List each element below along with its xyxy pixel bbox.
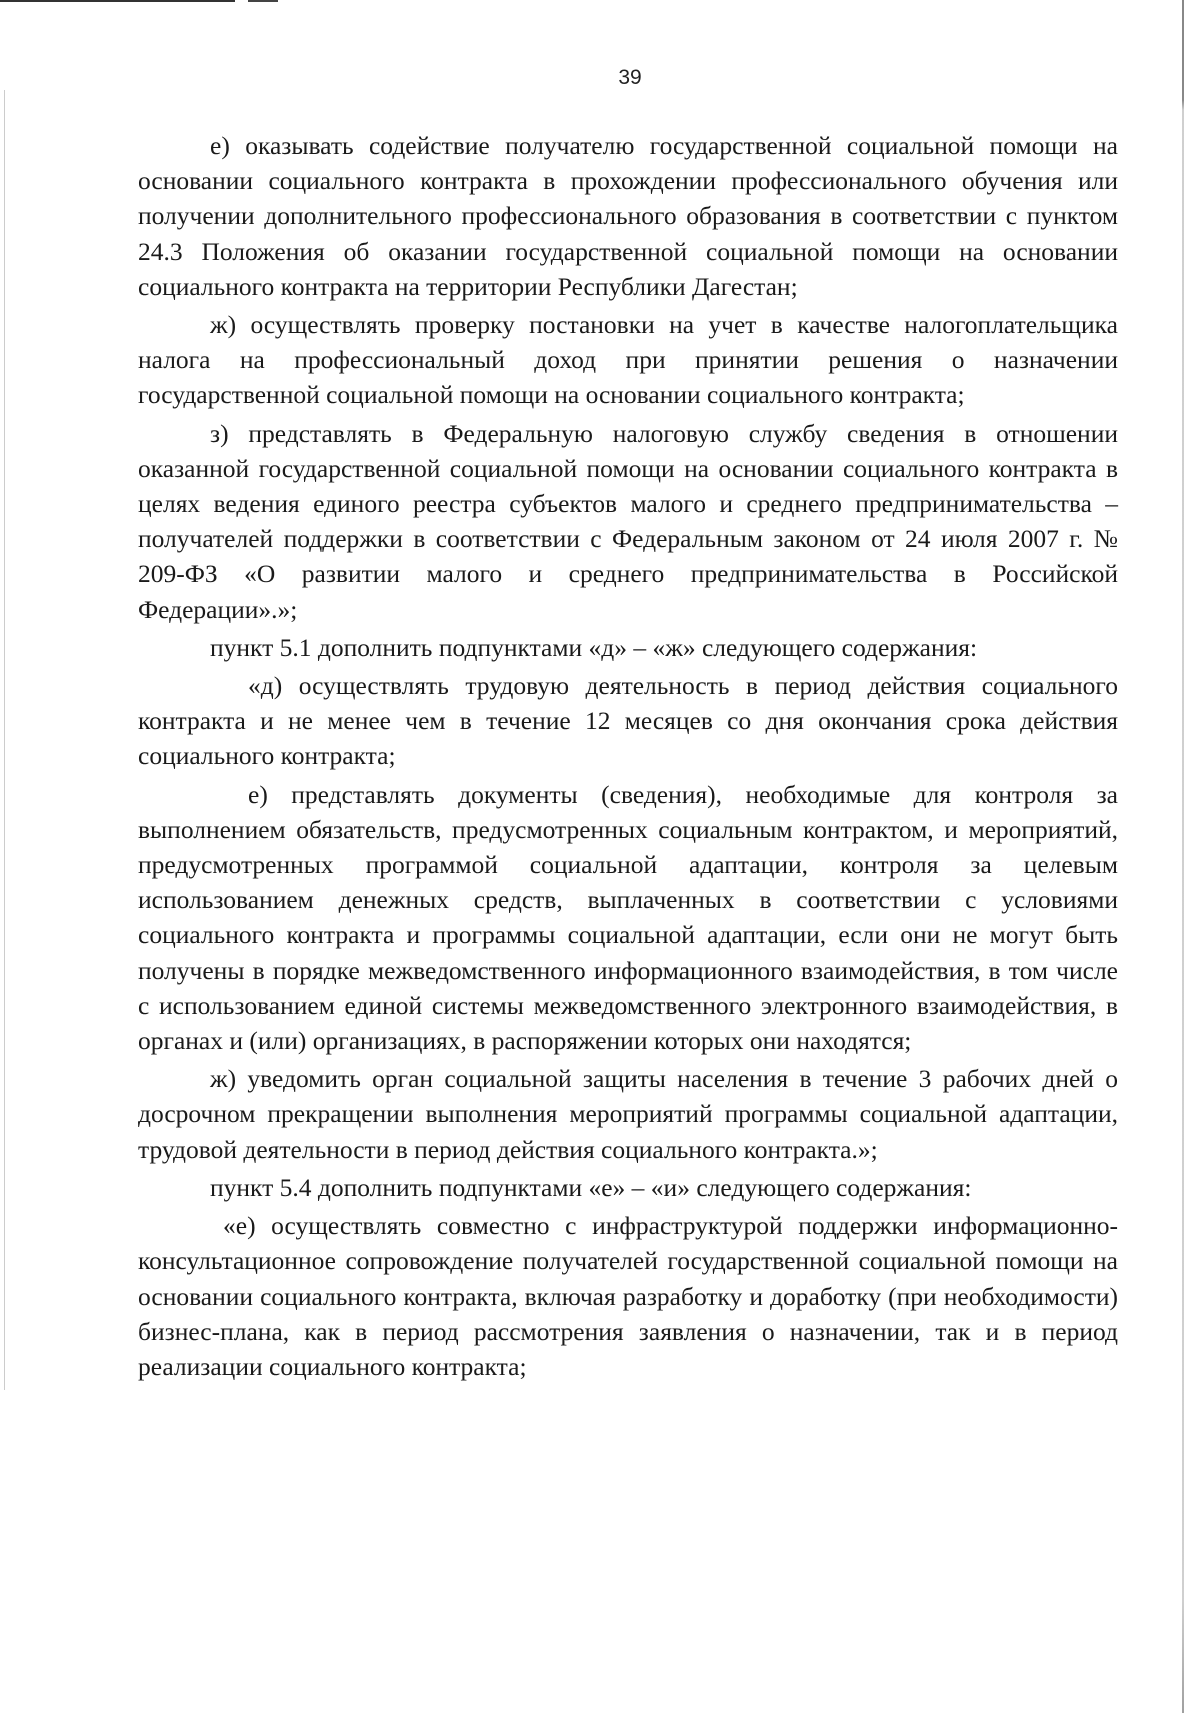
paragraph-d: «д) осуществлять трудовую деятельность в период действия социального контракта и не менее чем в течение 12 месяцев со дня окончания срока действия социального контракта; bbox=[138, 671, 1118, 771]
paragraph-zh: ж) осуществлять проверку постановки на учет в качестве налогоплательщика налога на профессиональный доход при принятии решения о назначении государственной социальной помощи на основании социального контракта; bbox=[138, 310, 1118, 410]
paragraph-zh-2: ж) уведомить орган социальной защиты населения в течение 3 рабочих дней о досрочном прекращении выполнения мероприятий программы социальной адаптации, трудовой деятельности в период действия социального контракта.»; bbox=[138, 1064, 1118, 1164]
paragraph-e: е) оказывать содействие получателю государственной социальной помощи на основании социального контракта в прохождении профессионального обучения или получении дополнительного профессионального образования в соответствии с пунктом 24.3 Положения об оказании государственной социальной помощи на основании социального контракта на территории Республики Дагестан; bbox=[138, 131, 1118, 301]
scan-artifact-edge bbox=[1182, 0, 1184, 1713]
scan-artifact-line bbox=[0, 0, 235, 2]
document-body bbox=[138, 128, 1118, 1384]
scan-artifact-line bbox=[248, 0, 278, 2]
paragraph-z: з) представлять в Федеральную налоговую службу сведения в отношении оказанной государственной социальной помощи на основании социального контракта в целях ведения единого реестра субъектов малого и среднего предпринимательства – получателей поддержки в соответствии с Федеральным законом от 24 июля 2007 г. № 209-ФЗ «О развитии малого и среднего предпринимательства в Российской Федерации».»; bbox=[138, 418, 1118, 624]
paragraph-point-5-1: пункт 5.1 дополнить подпунктами «д» – «ж» следующего содержания: bbox=[210, 632, 978, 662]
page-number: 39 bbox=[618, 66, 642, 89]
paragraph-e-3: «е) осуществлять совместно с инфраструктурой поддержки информационно-консультационное сопровождение получателей государственной социальной помощи на основании социального контракта, включая разработку и доработку (при необходимости) бизнес-плана, как в период рассмотрения заявления о назначении, так и в период реализации социального контракта; bbox=[138, 1211, 1118, 1381]
paragraph-point-5-4: пункт 5.4 дополнить подпунктами «е» – «и» следующего содержания: bbox=[210, 1172, 972, 1202]
paragraph-e-2: е) представлять документы (сведения), необходимые для контроля за выполнением обязательств, предусмотренных социальным контрактом, и мероприятий, предусмотренных программой социальной адаптации, контроля за целевым использованием денежных средств, выплаченных в соответствии с условиями социального контракта и программы социальной адаптации, если они не могут быть получены в порядке межведомственного информационного взаимодействия, в том числе с использованием единой системы межведомственного электронного взаимодействия, в органах и (или) организациях, в распоряжении которых они находятся; bbox=[138, 779, 1118, 1056]
scan-artifact-edge bbox=[4, 90, 5, 1390]
